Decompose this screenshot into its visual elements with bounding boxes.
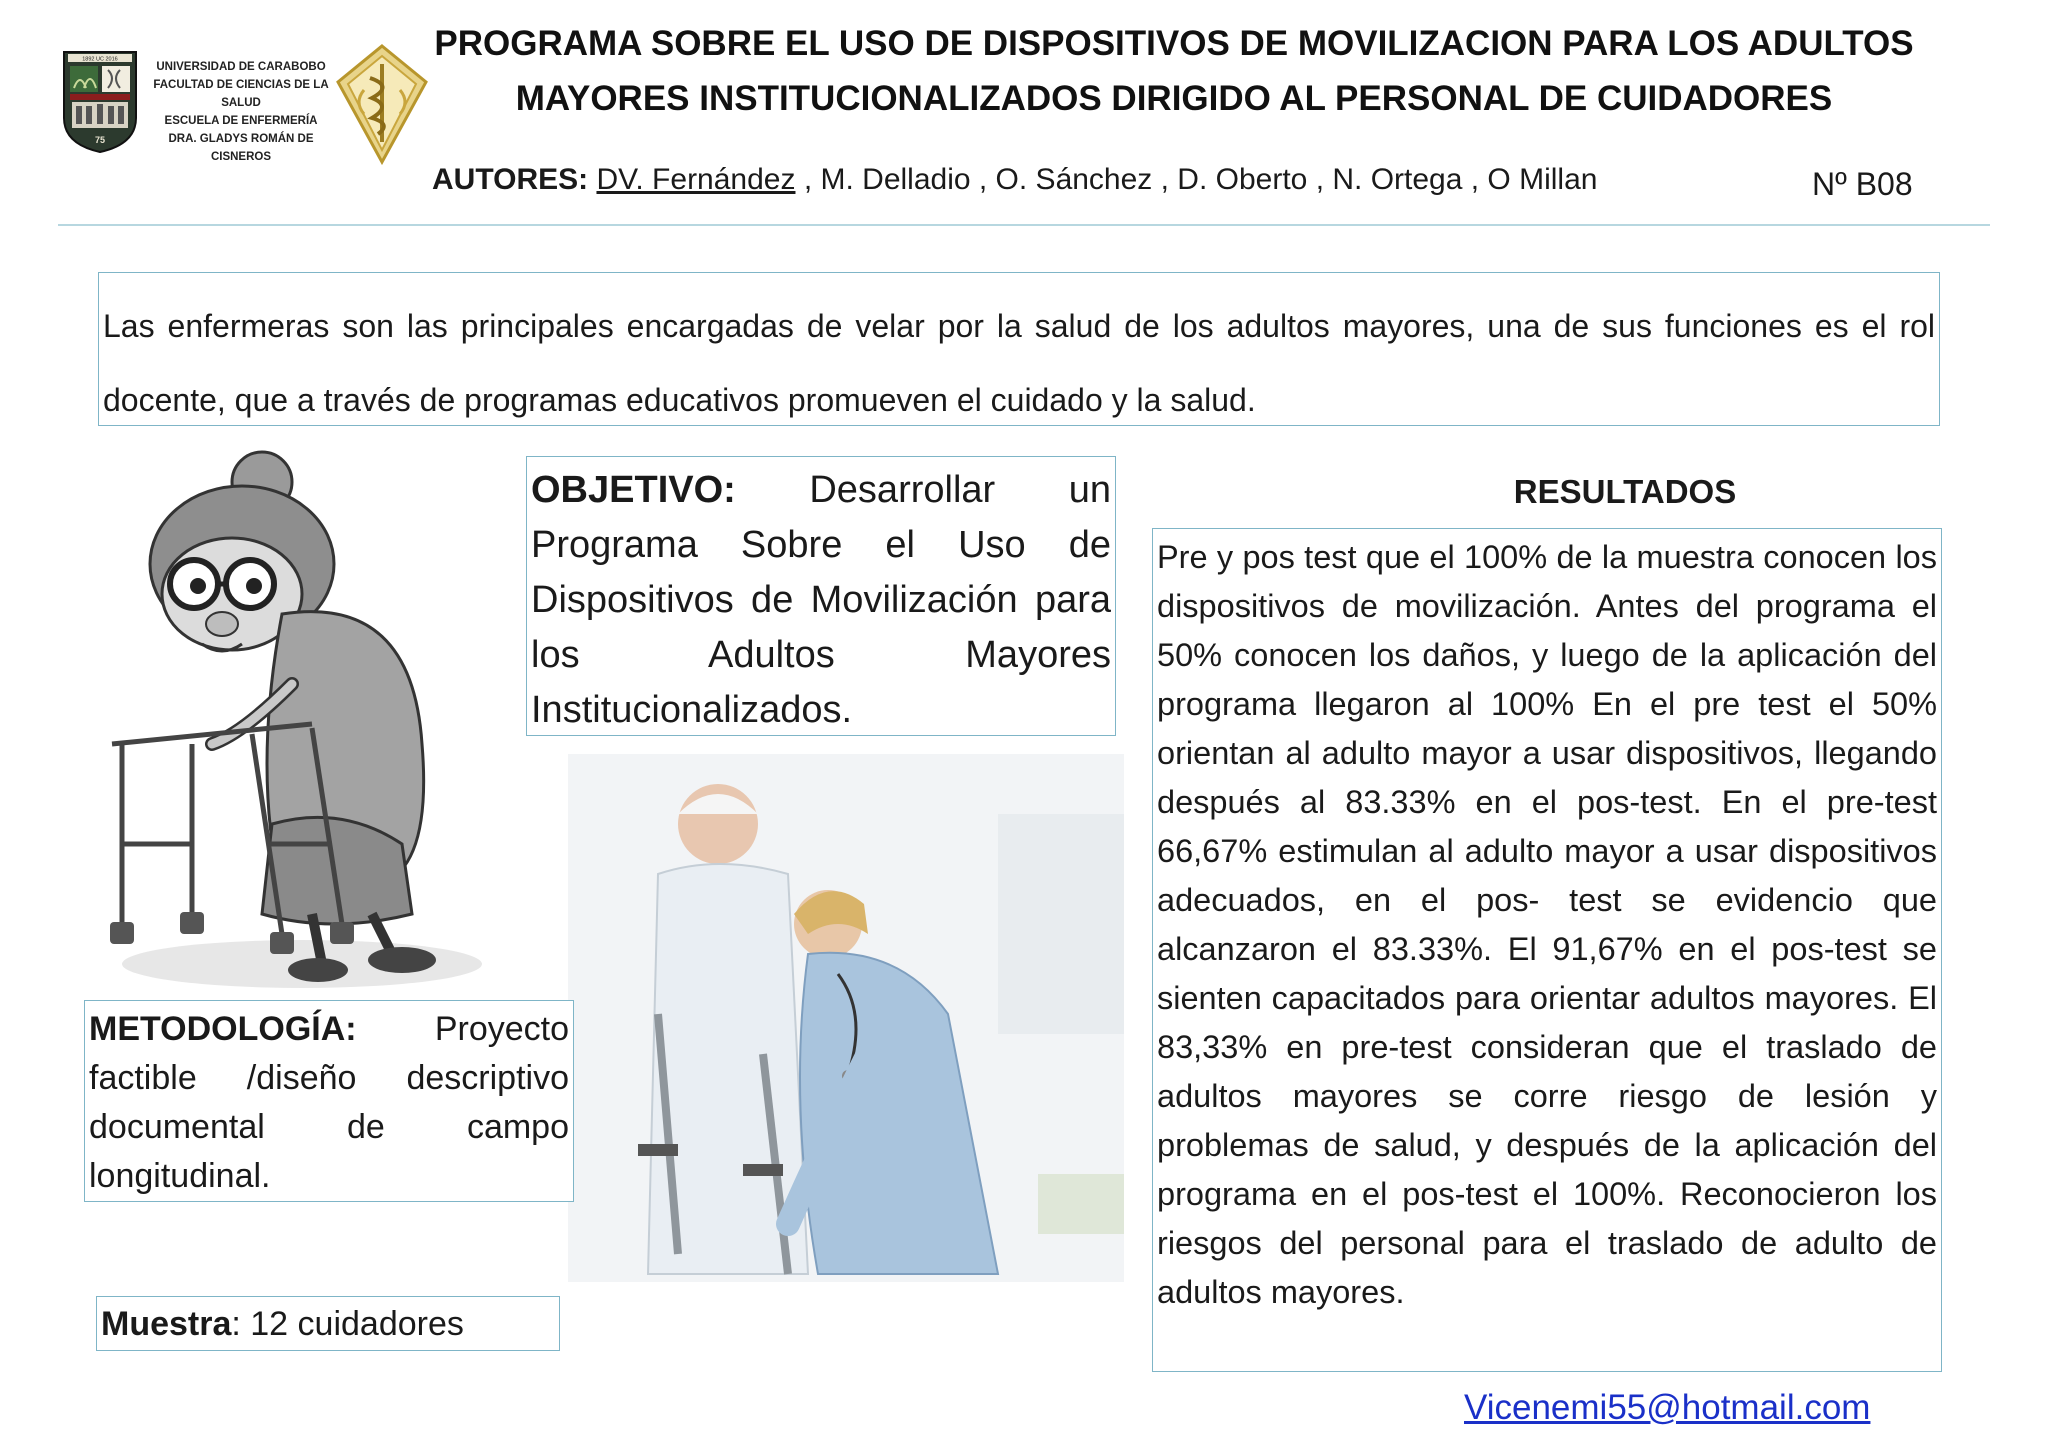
results-text: Pre y pos test que el 100% de la muestra conocen los dispositivos de movilización. Antes del programa el 50% conocen los daños, y luego de la aplicación del programa llegaron al 100% En el pre test el 50% orientan al adulto mayor a usar dispositivos, llegando después al 83.33% en el pos-test. En el pre-test 66,67% estimulan al adulto mayor a usar dispositivos adecuados, en el pos- test se evidencio que alcanzaron el 83.33%. El 91,67% en el pos-test se sienten capacitados para orientar adultos mayores. El 83,33% en pre-test consideran que el traslado de adultos mayores se corre riesgo de lesión y problemas de salud, y después de la aplicación del programa en el pos-test el 100%. Reconocieron los riesgos del personal para el traslado de adulto de adultos mayores. <box>1157 539 1937 1310</box>
poster-id: Nº B08 <box>1812 166 1913 202</box>
university-seal-icon <box>60 48 140 154</box>
svg-text:1892 UC 2016: 1892 UC 2016 <box>82 56 118 63</box>
intro-text: Las enfermeras son las principales encargadas de velar por la salud de los adultos mayores, una de sus funciones es el rol docente, que a través de programas educativos promueven el cuidado y la salud. <box>103 308 1935 418</box>
authors <box>432 160 1597 200</box>
objective-label: OBJETIVO: <box>531 469 736 511</box>
lead-author: DV. Fernández <box>596 163 796 196</box>
poster-title-line: MAYORES INSTITUCIONALIZADOS DIRIGIDO AL PERSONAL DE CUIDADORES <box>515 79 1833 118</box>
institution-line: CISNEROS <box>210 151 272 163</box>
poster-title <box>372 16 1976 126</box>
objective-box <box>526 456 1116 736</box>
elderly-woman-walker-illustration <box>82 444 492 1004</box>
methodology-box <box>84 1000 574 1202</box>
institution-line: UNIVERSIDAD DE CARABOBO <box>156 61 326 73</box>
institution-line: ESCUELA DE ENFERMERÍA <box>164 115 318 127</box>
poster-title-line: PROGRAMA SOBRE EL USO DE DISPOSITIVOS DE MOVILIZACION PARA LOS ADULTOS <box>434 24 1914 63</box>
results-box <box>1152 528 1942 1372</box>
methodology-label: METODOLOGÍA: <box>89 1010 357 1048</box>
intro-box <box>98 272 1940 426</box>
institution-name <box>138 58 344 166</box>
nurse-patient-photo <box>568 754 1124 1282</box>
methodology-text: Proyecto factible /diseño descriptivo documental de campo longitudinal. <box>89 1010 569 1195</box>
objective-text: Desarrollar un Programa Sobre el Uso de Dispositivos de Movilización para los Adultos Mayores Institucionalizados. <box>531 469 1111 731</box>
institution-line: SALUD <box>221 97 261 109</box>
co-authors: , M. Delladio , O. Sánchez , D. Oberto , N. Ortega , O Millan <box>795 163 1598 196</box>
authors-label: AUTORES: <box>432 163 589 196</box>
sample-label: Muestra <box>101 1305 232 1343</box>
institution-line: DRA. GLADYS ROMÁN DE <box>168 133 314 145</box>
header-divider <box>58 224 1990 226</box>
results-heading: RESULTADOS <box>1513 473 1737 510</box>
svg-text:75: 75 <box>94 135 106 145</box>
contact-email-link[interactable]: Vicenemi55@hotmail.com <box>1464 1388 1871 1427</box>
institution-line: FACULTAD DE CIENCIAS DE LA <box>153 79 329 91</box>
sample-text: : 12 cuidadores <box>231 1305 464 1343</box>
sample-box <box>96 1296 560 1351</box>
